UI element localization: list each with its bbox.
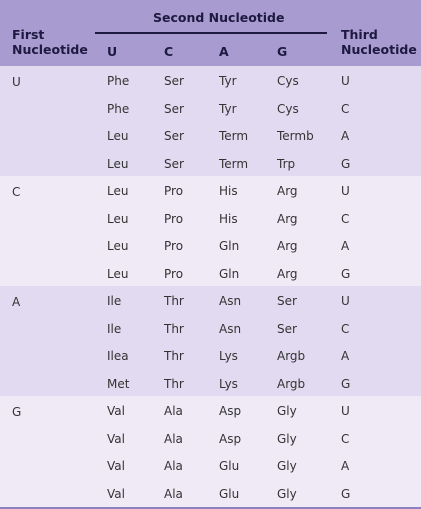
codon-cell: Phe — [107, 101, 130, 116]
codon-cell: Argb — [277, 349, 306, 363]
third-nucleotide-cell: A — [341, 239, 350, 253]
table-body — [0, 66, 421, 509]
codon-cell: Lys — [219, 376, 238, 391]
codon-cell: Glu — [219, 486, 240, 501]
group-first-u — [0, 66, 421, 176]
header-divider — [95, 32, 327, 34]
codon-cell: Pro — [164, 239, 184, 253]
codon-cell: Ser — [164, 101, 184, 116]
codon-cell: Ser — [277, 321, 297, 336]
table-row — [0, 314, 421, 342]
codon-cell: Cys — [277, 101, 299, 116]
codon-cell: Arg — [277, 266, 298, 281]
table-row — [0, 286, 421, 314]
codon-cell: Ile — [107, 321, 122, 336]
codon-cell: Thr — [164, 349, 184, 363]
first-nucleotide-label: G — [12, 405, 22, 419]
codon-cell: Val — [107, 486, 125, 501]
codon-cell: His — [219, 184, 238, 198]
third-nucleotide-cell: C — [341, 321, 350, 336]
table-header — [0, 0, 421, 66]
codon-cell: Gly — [277, 404, 297, 418]
codon-cell: Ala — [164, 459, 183, 473]
codon-cell: Gly — [277, 459, 297, 473]
first-nucleotide-label: C — [12, 185, 21, 199]
table-row — [0, 369, 421, 397]
codon-cell: Ile — [107, 294, 122, 308]
codon-cell: Term — [219, 156, 249, 171]
third-nucleotide-cell: G — [341, 486, 351, 501]
third-nucleotide-cell: C — [341, 211, 350, 226]
codon-cell: Tyr — [219, 74, 237, 88]
column-header-u: U — [107, 44, 118, 59]
codon-cell: Phe — [107, 74, 130, 88]
third-nucleotide-cell: U — [341, 74, 350, 88]
codon-cell: Arg — [277, 239, 298, 253]
table-row — [0, 176, 421, 204]
codon-cell: Termb — [277, 129, 314, 143]
codon-cell: Trp — [277, 156, 296, 171]
codon-cell: Pro — [164, 266, 184, 281]
codon-cell: Gly — [277, 431, 297, 446]
third-nucleotide-header-line1: Third — [341, 27, 378, 42]
third-nucleotide-cell: A — [341, 129, 350, 143]
third-nucleotide-header — [341, 27, 417, 57]
codon-cell: Glu — [219, 459, 240, 473]
codon-cell: His — [219, 211, 238, 226]
codon-cell: Ilea — [107, 349, 129, 363]
codon-cell: Thr — [164, 321, 184, 336]
codon-cell: Pro — [164, 184, 184, 198]
table-row — [0, 424, 421, 452]
codon-cell: Met — [107, 376, 130, 391]
column-header-g: G — [277, 44, 288, 59]
codon-cell: Leu — [107, 239, 129, 253]
codon-cell: Val — [107, 459, 125, 473]
column-header-a: A — [219, 44, 229, 59]
third-nucleotide-cell: A — [341, 459, 350, 473]
group-first-g — [0, 396, 421, 509]
codon-cell: Gly — [277, 486, 297, 501]
table-row — [0, 451, 421, 479]
third-nucleotide-cell: U — [341, 404, 350, 418]
codon-cell: Asp — [219, 431, 242, 446]
table-row — [0, 396, 421, 424]
codon-cell: Arg — [277, 184, 298, 198]
second-nucleotide-header: Second Nucleotide — [153, 10, 285, 25]
group-first-a — [0, 286, 421, 396]
codon-cell: Thr — [164, 376, 184, 391]
codon-cell: Arg — [277, 211, 298, 226]
first-nucleotide-header — [12, 27, 88, 57]
table-row — [0, 231, 421, 259]
codon-cell: Asn — [219, 321, 242, 336]
table-row — [0, 149, 421, 177]
first-nucleotide-label: U — [12, 75, 21, 89]
codon-cell: Ser — [164, 74, 184, 88]
codon-cell: Asp — [219, 404, 242, 418]
codon-cell: Leu — [107, 156, 129, 171]
third-nucleotide-cell: U — [341, 294, 350, 308]
table-row — [0, 204, 421, 232]
codon-cell: Gln — [219, 266, 240, 281]
codon-cell: Leu — [107, 211, 129, 226]
third-nucleotide-cell: U — [341, 184, 350, 198]
table-row — [0, 66, 421, 94]
column-header-c: C — [164, 44, 174, 59]
codon-cell: Argb — [277, 376, 306, 391]
table-row — [0, 94, 421, 122]
third-nucleotide-cell: C — [341, 431, 350, 446]
first-nucleotide-header-line1: First — [12, 27, 45, 42]
table-row — [0, 479, 421, 507]
codon-cell: Val — [107, 404, 125, 418]
codon-cell: Ser — [164, 129, 184, 143]
table-row — [0, 259, 421, 287]
codon-cell: Lys — [219, 349, 238, 363]
codon-cell: Leu — [107, 129, 129, 143]
first-nucleotide-label: A — [12, 295, 21, 309]
codon-cell: Thr — [164, 294, 184, 308]
codon-cell: Tyr — [219, 101, 237, 116]
table-row — [0, 121, 421, 149]
table-row — [0, 341, 421, 369]
codon-cell: Ser — [164, 156, 184, 171]
codon-cell: Leu — [107, 184, 129, 198]
third-nucleotide-cell: C — [341, 101, 350, 116]
codon-cell: Cys — [277, 74, 299, 88]
third-nucleotide-cell: A — [341, 349, 350, 363]
codon-cell: Ala — [164, 404, 183, 418]
third-nucleotide-header-line2: Nucleotide — [341, 42, 417, 57]
codon-cell: Ala — [164, 486, 183, 501]
codon-cell: Leu — [107, 266, 129, 281]
codon-cell: Val — [107, 431, 125, 446]
third-nucleotide-cell: G — [341, 156, 351, 171]
codon-cell: Pro — [164, 211, 184, 226]
codon-cell: Gln — [219, 239, 240, 253]
group-first-c — [0, 176, 421, 286]
codon-cell: Term — [219, 129, 249, 143]
codon-cell: Ser — [277, 294, 297, 308]
codon-cell: Asn — [219, 294, 242, 308]
codon-cell: Ala — [164, 431, 183, 446]
third-nucleotide-cell: G — [341, 266, 351, 281]
first-nucleotide-header-line2: Nucleotide — [12, 42, 88, 57]
third-nucleotide-cell: G — [341, 376, 351, 391]
